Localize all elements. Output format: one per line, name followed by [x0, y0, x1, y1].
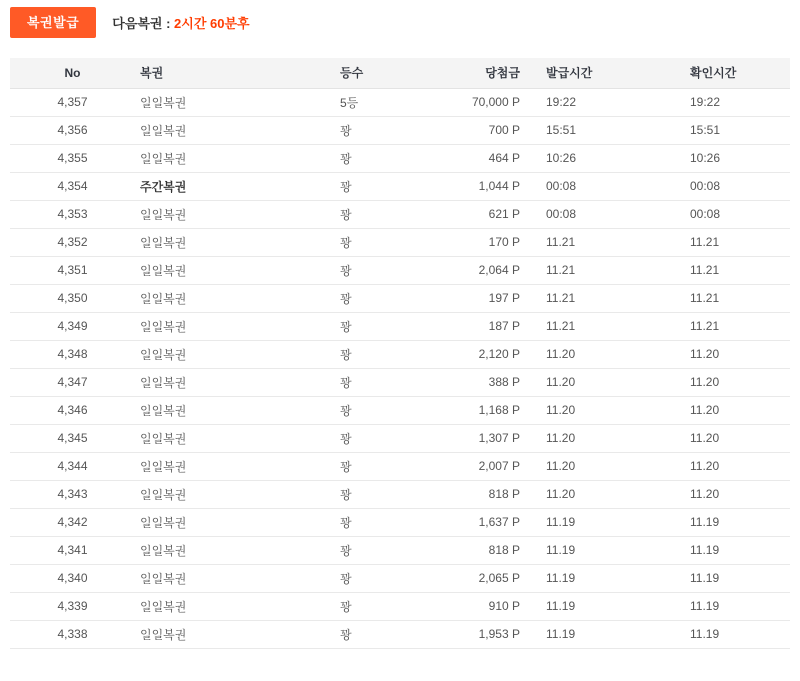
cell-prize: 818 P: [440, 536, 520, 564]
cell-lottery-name: 일일복권: [135, 424, 335, 452]
table-row: [10, 340, 790, 368]
cell-no: 4,357: [10, 88, 135, 116]
column-header-no: No: [10, 58, 135, 88]
next-lottery-info: [112, 13, 249, 32]
table-row: [10, 144, 790, 172]
table-row: [10, 480, 790, 508]
cell-checked-time: 11.21: [645, 256, 790, 284]
cell-rank: 꽝: [335, 172, 440, 200]
cell-lottery-name: 일일복권: [135, 340, 335, 368]
cell-checked-time: 15:51: [645, 116, 790, 144]
cell-issued-time: 11.21: [520, 228, 645, 256]
cell-issued-time: 11.20: [520, 396, 645, 424]
cell-issued-time: 11.19: [520, 508, 645, 536]
cell-checked-time: 11.19: [645, 536, 790, 564]
cell-no: 4,341: [10, 536, 135, 564]
cell-checked-time: 19:22: [645, 88, 790, 116]
cell-checked-time: 11.19: [645, 508, 790, 536]
cell-no: 4,356: [10, 116, 135, 144]
cell-prize: 70,000 P: [440, 88, 520, 116]
cell-no: 4,354: [10, 172, 135, 200]
cell-no: 4,340: [10, 564, 135, 592]
cell-checked-time: 00:08: [645, 172, 790, 200]
table-row: [10, 424, 790, 452]
cell-no: 4,343: [10, 480, 135, 508]
table-row: [10, 592, 790, 620]
cell-prize: 818 P: [440, 480, 520, 508]
cell-no: 4,348: [10, 340, 135, 368]
table-row: [10, 396, 790, 424]
cell-rank: 꽝: [335, 396, 440, 424]
cell-no: 4,346: [10, 396, 135, 424]
table-row: [10, 536, 790, 564]
cell-rank: 꽝: [335, 116, 440, 144]
cell-rank: 꽝: [335, 144, 440, 172]
table-row: [10, 200, 790, 228]
cell-checked-time: 00:08: [645, 200, 790, 228]
cell-checked-time: 11.21: [645, 284, 790, 312]
cell-issued-time: 11.21: [520, 312, 645, 340]
cell-no: 4,350: [10, 284, 135, 312]
cell-lottery-name: 일일복권: [135, 256, 335, 284]
cell-checked-time: 11.20: [645, 340, 790, 368]
table-row: [10, 452, 790, 480]
cell-checked-time: 11.20: [645, 480, 790, 508]
cell-prize: 2,065 P: [440, 564, 520, 592]
cell-lottery-name: 일일복권: [135, 536, 335, 564]
cell-lottery-name: 일일복권: [135, 396, 335, 424]
cell-lottery-name: 일일복권: [135, 508, 335, 536]
cell-no: 4,353: [10, 200, 135, 228]
table-row: [10, 312, 790, 340]
cell-prize: 2,120 P: [440, 340, 520, 368]
cell-prize: 1,168 P: [440, 396, 520, 424]
cell-rank: 꽝: [335, 284, 440, 312]
cell-rank: 꽝: [335, 452, 440, 480]
table-row: [10, 172, 790, 200]
table-row: [10, 620, 790, 648]
cell-issued-time: 11.19: [520, 536, 645, 564]
cell-lottery-name: 일일복권: [135, 312, 335, 340]
cell-rank: 꽝: [335, 256, 440, 284]
cell-prize: 1,637 P: [440, 508, 520, 536]
cell-rank: 꽝: [335, 508, 440, 536]
cell-lottery-name: 일일복권: [135, 480, 335, 508]
cell-issued-time: 11.19: [520, 620, 645, 648]
cell-issued-time: 15:51: [520, 116, 645, 144]
cell-rank: 꽝: [335, 480, 440, 508]
next-lottery-label: 다음복권 :: [112, 16, 171, 31]
cell-issued-time: 00:08: [520, 172, 645, 200]
cell-checked-time: 11.19: [645, 620, 790, 648]
column-header-rank: 등수: [335, 58, 440, 88]
cell-issued-time: 11.20: [520, 480, 645, 508]
cell-checked-time: 11.21: [645, 228, 790, 256]
cell-rank: 꽝: [335, 592, 440, 620]
cell-lottery-name: 일일복권: [135, 564, 335, 592]
cell-checked-time: 11.20: [645, 452, 790, 480]
column-header-checked-time: 확인시간: [645, 58, 790, 88]
cell-issued-time: 11.20: [520, 452, 645, 480]
cell-prize: 170 P: [440, 228, 520, 256]
cell-checked-time: 10:26: [645, 144, 790, 172]
table-row: [10, 116, 790, 144]
cell-checked-time: 11.20: [645, 424, 790, 452]
cell-prize: 700 P: [440, 116, 520, 144]
cell-issued-time: 10:26: [520, 144, 645, 172]
cell-no: 4,349: [10, 312, 135, 340]
column-header-lottery: 복권: [135, 58, 335, 88]
table-row: [10, 564, 790, 592]
cell-prize: 1,953 P: [440, 620, 520, 648]
cell-lottery-name: 일일복권: [135, 452, 335, 480]
cell-no: 4,338: [10, 620, 135, 648]
cell-checked-time: 11.19: [645, 592, 790, 620]
table-row: [10, 256, 790, 284]
issue-lottery-button[interactable]: 복권발급: [10, 7, 96, 38]
cell-rank: 꽝: [335, 340, 440, 368]
cell-no: 4,342: [10, 508, 135, 536]
cell-prize: 1,044 P: [440, 172, 520, 200]
cell-no: 4,344: [10, 452, 135, 480]
cell-rank: 꽝: [335, 564, 440, 592]
cell-no: 4,345: [10, 424, 135, 452]
cell-lottery-name: 주간복권: [135, 172, 335, 200]
cell-prize: 187 P: [440, 312, 520, 340]
lottery-history-table: [10, 58, 790, 649]
table-row: [10, 368, 790, 396]
cell-lottery-name: 일일복권: [135, 620, 335, 648]
cell-prize: 1,307 P: [440, 424, 520, 452]
topbar: [0, 0, 800, 38]
table-row: [10, 228, 790, 256]
table-header: [10, 58, 790, 88]
cell-rank: 5등: [335, 88, 440, 116]
cell-issued-time: 11.19: [520, 564, 645, 592]
cell-checked-time: 11.20: [645, 396, 790, 424]
cell-lottery-name: 일일복권: [135, 144, 335, 172]
cell-lottery-name: 일일복권: [135, 228, 335, 256]
cell-rank: 꽝: [335, 536, 440, 564]
cell-no: 4,351: [10, 256, 135, 284]
cell-issued-time: 19:22: [520, 88, 645, 116]
cell-rank: 꽝: [335, 424, 440, 452]
next-lottery-countdown: 2시간 60분후: [174, 16, 250, 31]
column-header-issued-time: 발급시간: [520, 58, 645, 88]
cell-lottery-name: 일일복권: [135, 88, 335, 116]
cell-lottery-name: 일일복권: [135, 368, 335, 396]
cell-issued-time: 11.20: [520, 340, 645, 368]
cell-prize: 621 P: [440, 200, 520, 228]
table-row: [10, 508, 790, 536]
column-header-prize: 당첨금: [440, 58, 520, 88]
lottery-table-body: [10, 88, 790, 648]
cell-no: 4,352: [10, 228, 135, 256]
cell-prize: 2,007 P: [440, 452, 520, 480]
table-row: [10, 88, 790, 116]
cell-prize: 464 P: [440, 144, 520, 172]
cell-issued-time: 11.21: [520, 256, 645, 284]
cell-issued-time: 11.21: [520, 284, 645, 312]
cell-rank: 꽝: [335, 312, 440, 340]
table-row: [10, 284, 790, 312]
cell-checked-time: 11.20: [645, 368, 790, 396]
cell-lottery-name: 일일복권: [135, 284, 335, 312]
cell-issued-time: 11.19: [520, 592, 645, 620]
cell-rank: 꽝: [335, 620, 440, 648]
cell-lottery-name: 일일복권: [135, 116, 335, 144]
cell-no: 4,339: [10, 592, 135, 620]
cell-checked-time: 11.21: [645, 312, 790, 340]
cell-no: 4,355: [10, 144, 135, 172]
cell-lottery-name: 일일복권: [135, 200, 335, 228]
cell-issued-time: 00:08: [520, 200, 645, 228]
cell-prize: 910 P: [440, 592, 520, 620]
cell-prize: 388 P: [440, 368, 520, 396]
cell-no: 4,347: [10, 368, 135, 396]
cell-issued-time: 11.20: [520, 424, 645, 452]
cell-rank: 꽝: [335, 200, 440, 228]
cell-rank: 꽝: [335, 368, 440, 396]
cell-rank: 꽝: [335, 228, 440, 256]
cell-prize: 197 P: [440, 284, 520, 312]
cell-checked-time: 11.19: [645, 564, 790, 592]
cell-lottery-name: 일일복권: [135, 592, 335, 620]
cell-prize: 2,064 P: [440, 256, 520, 284]
cell-issued-time: 11.20: [520, 368, 645, 396]
